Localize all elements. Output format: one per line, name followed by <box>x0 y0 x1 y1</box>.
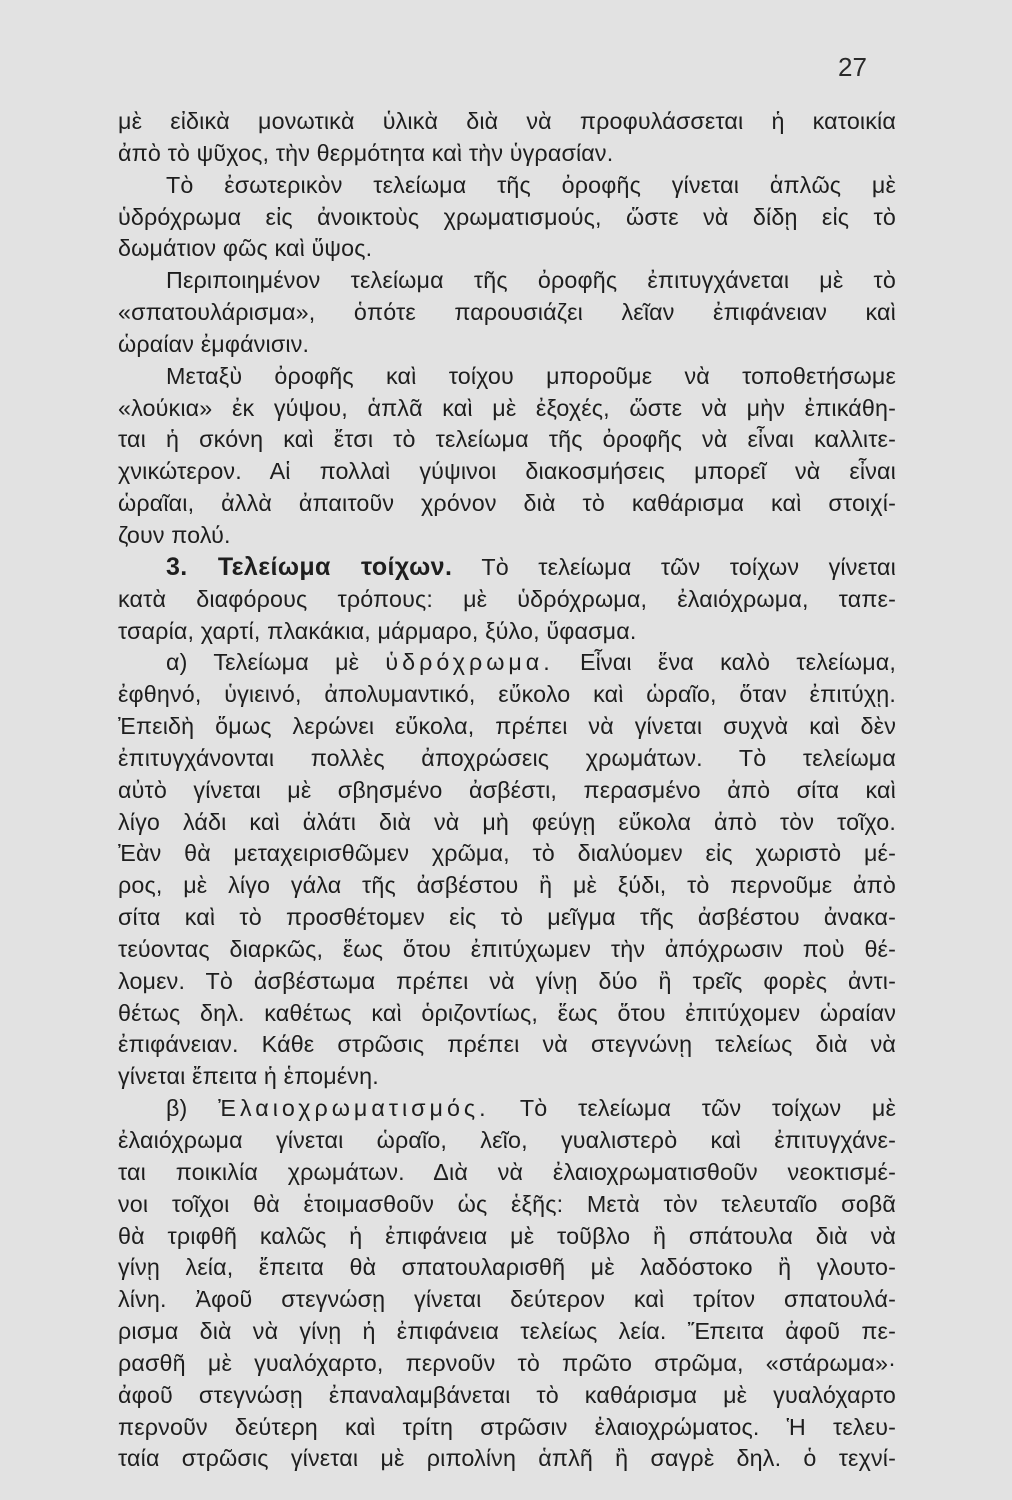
text-line: ταία στρῶσις γίνεται μὲ ριπολίνη ἁπλῆ ἢ σαγρὲ δηλ. ὁ τεχνί- <box>118 1445 896 1472</box>
text-run: Τὸ τελείωμα τῶν τοίχων γίνεται <box>481 553 896 580</box>
text-run: Τὸ τελείωμα τῶν τοίχων μὲ <box>519 1095 897 1122</box>
text-line: ὡραῖαι, ἀλλὰ ἀπαιτοῦν χρόνον διὰ τὸ καθάρισμα καὶ στοιχί- <box>118 490 896 517</box>
text-line: «λούκια» ἐκ γύψου, ἁπλᾶ καὶ μὲ ἐξοχές, ὥστε νὰ μὴν ἐπικάθη- <box>118 394 896 421</box>
subsection-title-spaced: ὑδρόχρωμα. <box>385 649 554 676</box>
text-run: Εἶναι ἕνα καλὸ τελείωμα, <box>579 649 897 676</box>
subsection-title: Τελείωμα μὲ <box>213 649 360 676</box>
text-line: ἀφοῦ στεγνώσῃ ἐπαναλαμβάνεται τὸ καθάρισμα μὲ γυαλόχαρτο <box>118 1381 896 1408</box>
subsection-marker: α) <box>166 649 188 676</box>
text-line: ται ποικιλία χρωμάτων. Διὰ νὰ ἐλαιοχρωματισθοῦν νεοκτισμέ- <box>118 1158 896 1185</box>
section-heading-line <box>118 552 896 584</box>
text-line: μὲ εἰδικὰ μονωτικὰ ὑλικὰ διὰ νὰ προφυλάσσεται ἡ κατοικία <box>118 108 896 134</box>
text-line: ἐφθηνό, ὑγιεινό, ἀπολυμαντικό, εὔκολο καὶ ὡραῖο, ὅταν ἐπιτύχῃ. <box>118 681 896 708</box>
text-line: Ἐπειδὴ ὅμως λερώνει εὔκολα, πρέπει νὰ γίνεται συχνὰ καὶ δὲν <box>118 713 896 740</box>
text-line: Τὸ ἐσωτερικὸν τελείωμα τῆς ὀροφῆς γίνεται ἁπλῶς μὲ <box>166 171 896 198</box>
section-heading: 3. Τελείωμα τοίχων. <box>166 552 453 581</box>
text-line: γίνῃ λεία, ἔπειτα θὰ σπατουλαρισθῆ μὲ λαδόστοκο ἢ γλουτο- <box>118 1254 896 1281</box>
subsection-b-line <box>118 1093 896 1125</box>
text-line: ἀπὸ τὸ ψῦχος, τὴν θερμότητα καὶ τὴν ὑγρασίαν. <box>118 139 614 166</box>
text-line: ὑδρόχρωμα εἰς ἀνοικτοὺς χρωματισμούς, ὥστε νὰ δίδῃ εἰς τὸ <box>118 203 896 230</box>
text-line: Μεταξὺ ὀροφῆς καὶ τοίχου μποροῦμε νὰ τοποθετήσωμε <box>166 362 896 389</box>
text-line: αὐτὸ γίνεται μὲ σβησμένο ἀσβέστι, περασμένο ἀπὸ σίτα καὶ <box>118 776 896 803</box>
text-line: ζουν πολύ. <box>118 521 231 548</box>
text-line: τσαρία, χαρτί, πλακάκια, μάρμαρο, ξύλο, ὕφασμα. <box>118 617 637 644</box>
text-line: Ἐὰν θὰ μεταχειρισθῶμεν χρῶμα, τὸ διαλύομεν εἰς χωριστὸ μέ- <box>118 840 896 867</box>
text-line: γίνεται ἔπειτα ἡ ἑπομένη. <box>118 1063 379 1090</box>
text-line: ρος, μὲ λίγο γάλα τῆς ἀσβέστου ἢ μὲ ξύδι, τὸ περνοῦμε ἀπὸ <box>118 872 896 899</box>
text-line: λίνη. Ἀφοῦ στεγνώσῃ γίνεται δεύτερον καὶ τρίτον σπατουλά- <box>118 1286 896 1313</box>
subsection-a-line <box>118 647 896 679</box>
body-text <box>118 106 896 1475</box>
text-line: ὡραίαν ἐμφάνισιν. <box>118 330 310 357</box>
subsection-marker: β) <box>166 1095 188 1122</box>
text-line: «σπατουλάρισμα», ὁπότε παρουσιάζει λεῖαν ἐπιφάνειαν καὶ <box>118 299 896 326</box>
text-line: χνικώτερον. Αἱ πολλαὶ γύψινοι διακοσμήσεις μπορεῖ νὰ εἶναι <box>118 458 896 485</box>
text-line: κατὰ διαφόρους τρόπους: μὲ ὑδρόχρωμα, ἐλαιόχρωμα, ταπε- <box>118 585 896 612</box>
text-line: ται ἡ σκόνη καὶ ἔτσι τὸ τελείωμα τῆς ὀροφῆς νὰ εἶναι καλλιτε- <box>118 426 896 453</box>
text-line: τεύοντας διαρκῶς, ἕως ὅτου ἐπιτύχωμεν τὴν ἀπόχρωσιν ποὺ θέ- <box>118 935 896 962</box>
page-number: 27 <box>838 52 867 82</box>
text-line: λομεν. Τὸ ἀσβέστωμα πρέπει νὰ γίνῃ δύο ἢ τρεῖς φορὲς ἀντι- <box>118 967 896 994</box>
text-line: ρασθῆ μὲ γυαλόχαρτο, περνοῦν τὸ πρῶτο στρῶμα, «στάρωμα»· <box>118 1349 896 1376</box>
text-line: σίτα καὶ τὸ προσθέτομεν εἰς τὸ μεῖγμα τῆς ἀσβέστου ἀνακα- <box>118 904 896 931</box>
text-line: ἐπιφάνειαν. Κάθε στρῶσις πρέπει νὰ στεγνώνῃ τελείως διὰ νὰ <box>118 1031 896 1058</box>
subsection-title-spaced: Ἐλαιοχρωματισμός. <box>218 1095 490 1122</box>
text-line: ἐπιτυγχάνονται πολλὲς ἀποχρώσεις χρωμάτων. Τὸ τελείωμα <box>118 744 896 771</box>
text-line: περνοῦν δεύτερη καὶ τρίτη στρῶσιν ἐλαιοχρώματος. Ἡ τελευ- <box>118 1413 896 1440</box>
text-line: θέτως δηλ. καθέτως καὶ ὁριζοντίως, ἕως ὅτου ἐπιτύχομεν ὡραίαν <box>118 999 896 1026</box>
text-line: ρισμα διὰ νὰ γίνῃ ἡ ἐπιφάνεια τελείως λεία. Ἔπειτα ἀφοῦ πε- <box>118 1318 896 1345</box>
text-line: λίγο λάδι καὶ ἁλάτι διὰ νὰ μὴ φεύγῃ εὔκολα ἀπὸ τὸν τοῖχο. <box>118 808 896 835</box>
text-line: θὰ τριφθῆ καλῶς ἡ ἐπιφάνεια μὲ τοῦβλο ἢ σπάτουλα διὰ νὰ <box>118 1222 896 1249</box>
text-line: νοι τοῖχοι θὰ ἑτοιμασθοῦν ὡς ἑξῆς: Μετὰ τὸν τελευταῖο σοβᾶ <box>118 1190 896 1217</box>
text-line: δωμάτιον φῶς καὶ ὕψος. <box>118 235 373 262</box>
text-line: ἐλαιόχρωμα γίνεται ὡραῖο, λεῖο, γυαλιστερὸ καὶ ἐπιτυγχάνε- <box>118 1127 896 1153</box>
text-line: Περιποιημένον τελείωμα τῆς ὀροφῆς ἐπιτυγχάνεται μὲ τὸ <box>166 267 896 294</box>
